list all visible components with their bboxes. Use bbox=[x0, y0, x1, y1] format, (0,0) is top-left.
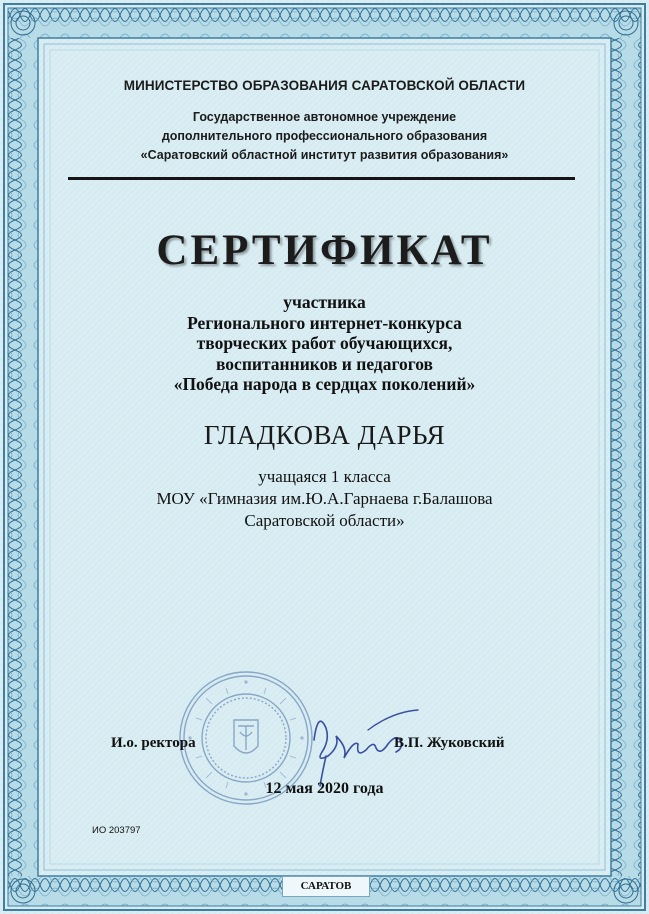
serial-number: ИО 203797 bbox=[92, 825, 141, 836]
recipient-details bbox=[0, 466, 649, 532]
institution-line: дополнительного профессионального образования bbox=[161, 129, 488, 143]
recipient-name: ГЛАДКОВА ДАРЬЯ bbox=[203, 420, 446, 450]
subtitle-line: воспитанников и педагогов bbox=[215, 353, 434, 374]
ministry-heading: МИНИСТЕРСТВО ОБРАЗОВАНИЯ САРАТОВСКОЙ ОБЛАСТИ bbox=[123, 78, 526, 93]
institution-line: Государственное автономное учреждение bbox=[192, 110, 457, 124]
certificate-subtitle bbox=[0, 292, 649, 395]
subtitle-line: творческих работ обучающихся, bbox=[196, 333, 453, 353]
institution-name bbox=[0, 108, 649, 165]
subtitle-line: «Победа народа в сердцах поколений» bbox=[173, 374, 476, 394]
signatory-name: В.П. Жуковский bbox=[394, 735, 505, 751]
issue-date: 12 мая 2020 года bbox=[265, 780, 384, 797]
signatory-position: И.о. ректора bbox=[111, 735, 196, 751]
details-line: МОУ «Гимназия им.Ю.А.Гарнаева г.Балашова bbox=[156, 489, 493, 508]
city-label: САРАТОВ bbox=[282, 876, 370, 897]
details-line: Саратовской области» bbox=[244, 511, 405, 530]
subtitle-line: Регионального интернет-конкурса bbox=[187, 312, 462, 333]
header-divider bbox=[68, 177, 575, 180]
institution-line: «Саратовский областной институт развития образования» bbox=[140, 148, 509, 162]
details-line: учащаяся 1 класса bbox=[258, 467, 391, 486]
subtitle-line: участника bbox=[283, 292, 366, 312]
certificate-title: СЕРТИФИКАТ bbox=[156, 227, 493, 274]
